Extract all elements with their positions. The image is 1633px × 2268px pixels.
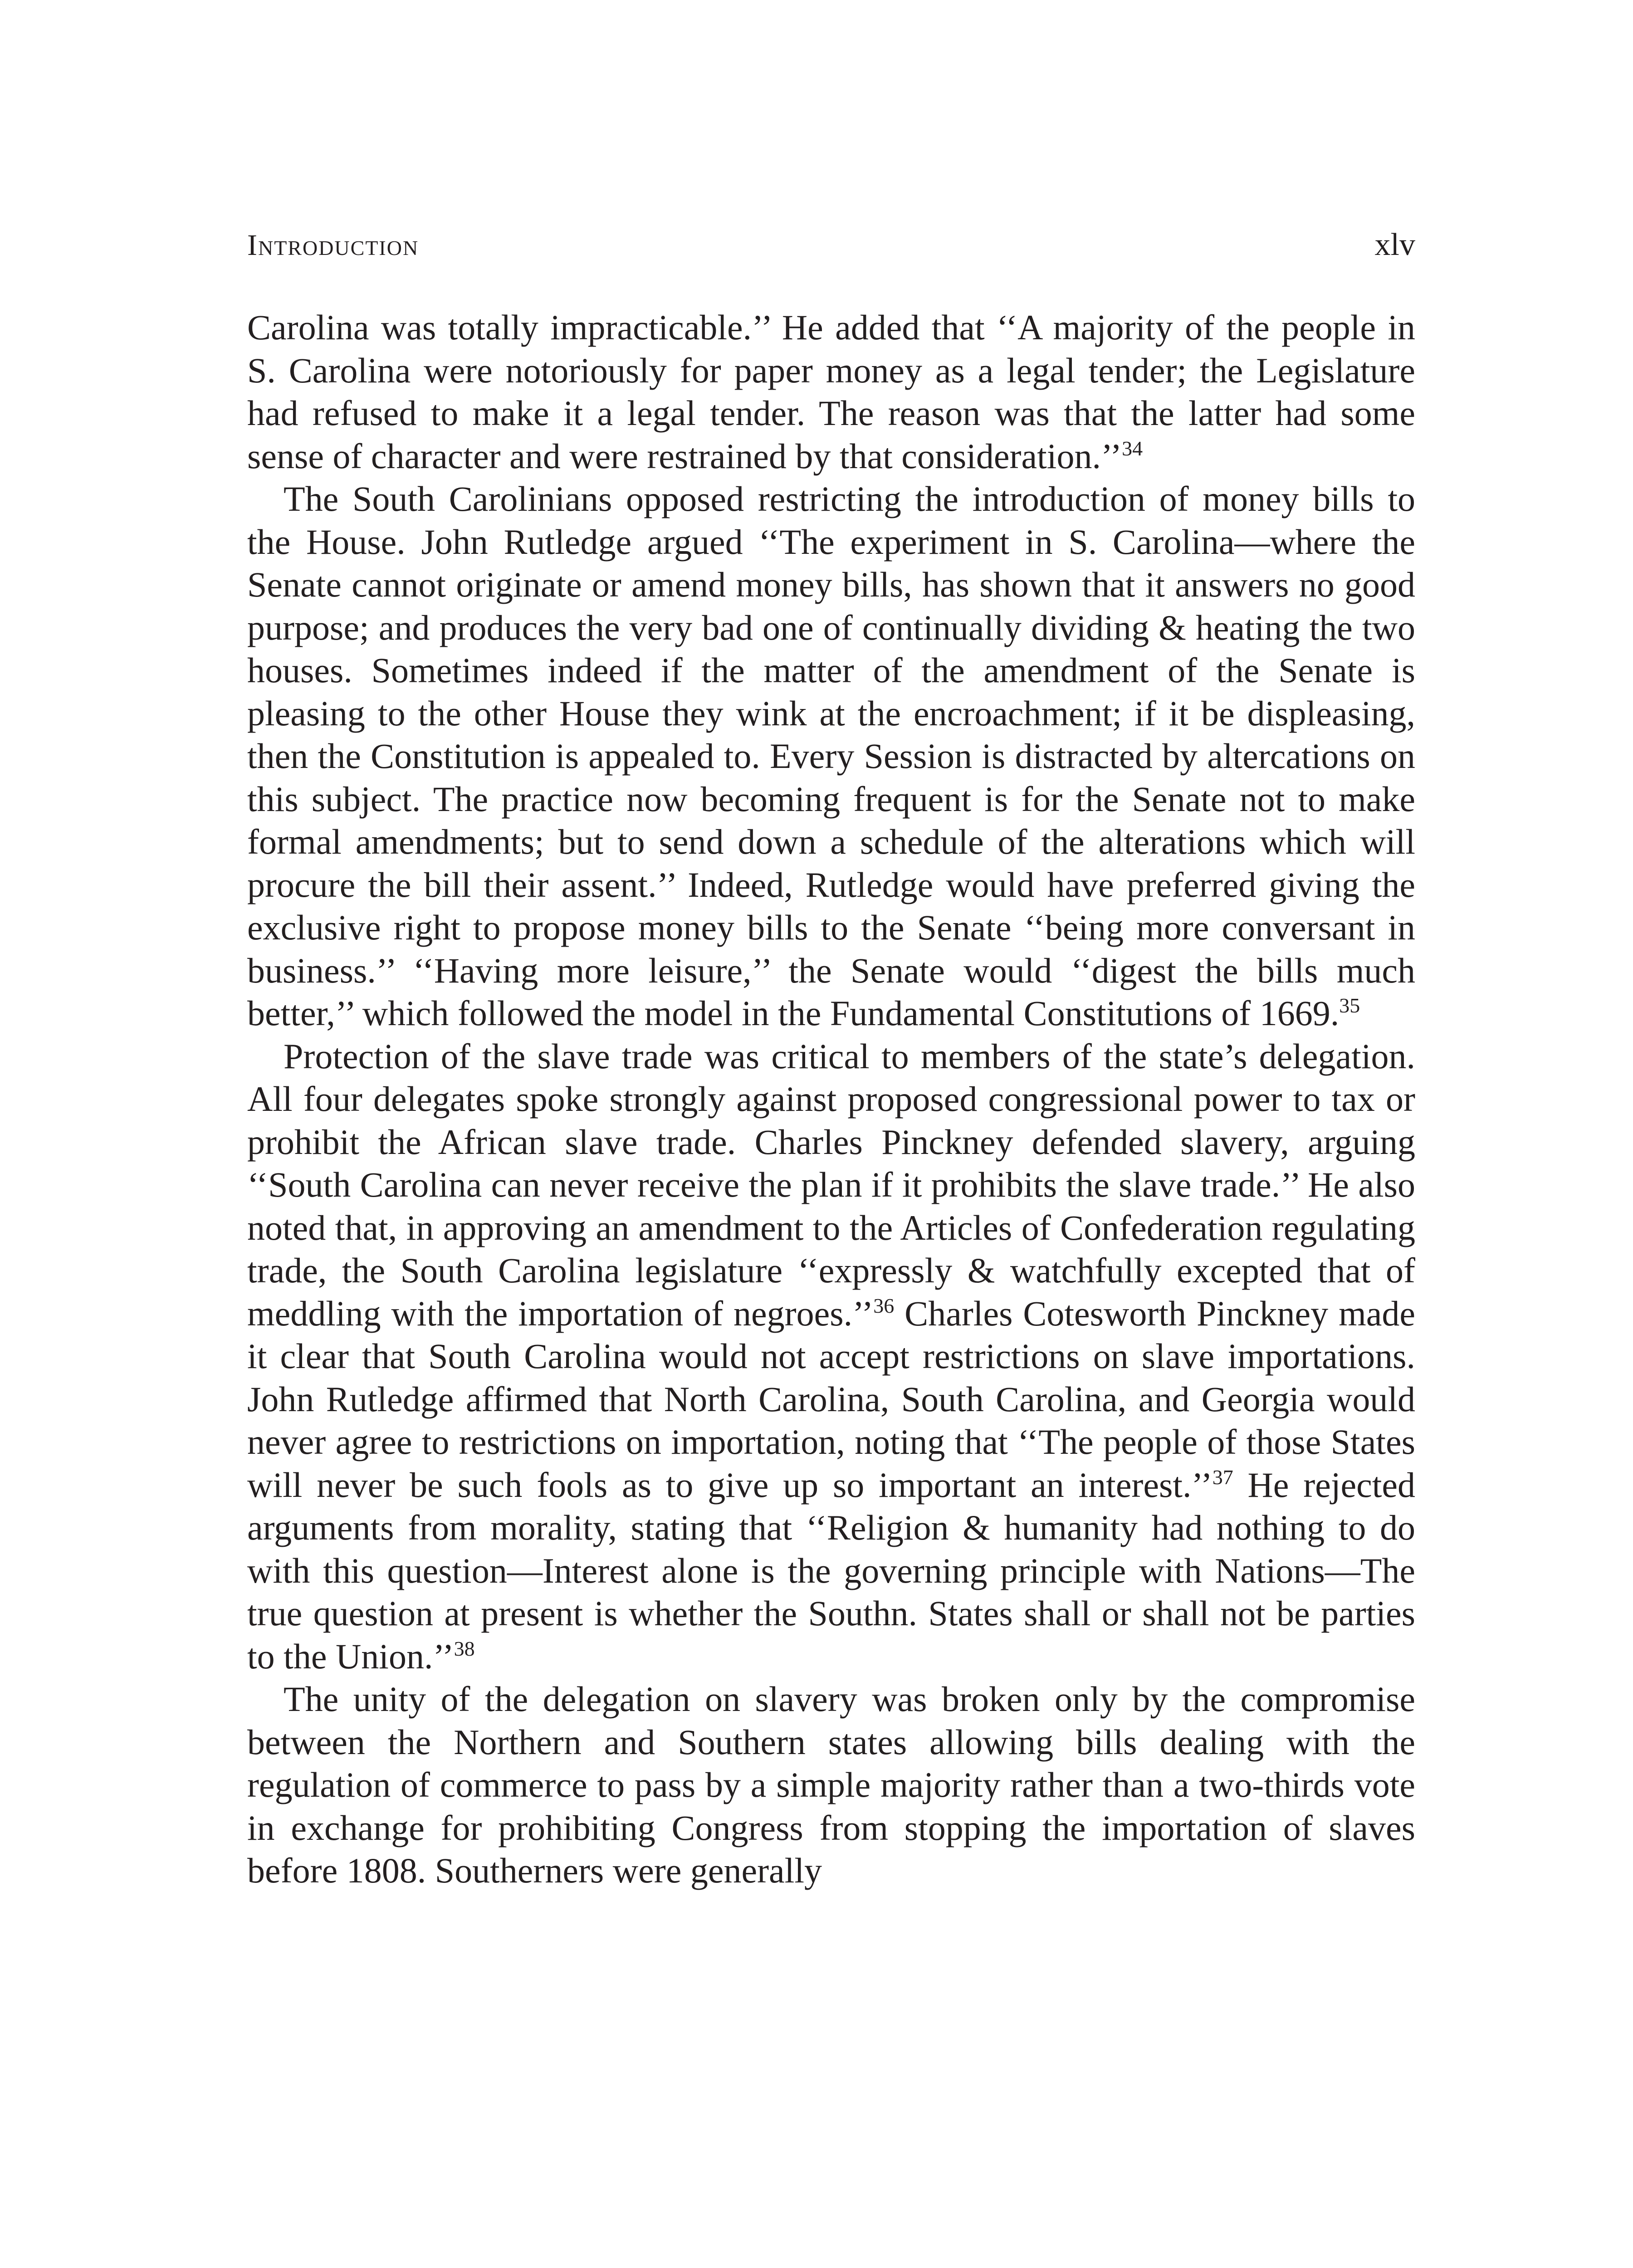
paragraph-text: Charles Cotesworth Pinckney made it clear that South Carolina would not accept restrictions on slave importations. John Rutledge affirmed that North Carolina, South Carolina, and Georgia would never agree to restrictions on importation, noting that ‘‘The people of those States will never be such fools as to give up so important an interest.’’ [247,1293,1415,1505]
footnote-ref-38: 38 [454,1637,475,1660]
paragraph-text: The South Carolinians opposed restricting the introduction of money bills to the House. John Rutledge argued ‘‘The experiment in S. Carolina—where the Senate cannot originate or amend money bills, has shown that it answers no good purpose; and produces the very bad one of continually dividing & heating the two houses. Sometimes indeed if the matter of the amendment of the Senate is pleasing to the other House they wink at the encroachment; if it be displeasing, then the Constitution is appealed to. Every Session is distracted by altercations on this subject. The practice now becoming frequent is for the Senate not to make formal amendments; but to send down a schedule of the alterations which will procure the bill their assent.’’ Indeed, Rutledge would have preferred giving the exclusive right to propose money bills to the Senate ‘‘being more conversant in business.’’ ‘‘Having more leisure,’’ the Senate would ‘‘digest the bills much better,’’ which followed the model in the Fundamental Constitutions of 1669. [247,479,1415,1033]
footnote-ref-35: 35 [1339,994,1360,1017]
paragraph-3-slave-trade [247,1035,1415,1678]
paragraph-4-compromise [247,1678,1415,1892]
paragraph-1-continuation [247,306,1415,478]
paragraph-text: He rejected arguments from morality, stating that ‘‘Religion & humanity had nothing to do with this question—Interest alone is the governing principle with Nations—The true question at present is whether the Southn. States shall or shall not be parties to the Union.’’ [247,1465,1415,1676]
running-head-title: Introduction [247,229,419,262]
paragraph-text: The unity of the delegation on slavery was broken only by the compromise between the Northern and Southern states allowing bills dealing with the regulation of commerce to pass by a simple majority rather than a two-thirds vote in exchange for prohibiting Congress from stopping the importation of slaves before 1808. Southerners were generally [247,1679,1415,1890]
paragraph-text: Protection of the slave trade was critical to members of the state’s delegation. All four delegates spoke strongly against proposed congressional power to tax or prohibit the African slave trade. Charles Pinckney defended slavery, arguing ‘‘South Carolina can never receive the plan if it prohibits the slave trade.’’ He also noted that, in approving an amendment to the Articles of Confederation regulating trade, the South Carolina legislature ‘‘expressly & watchfully excepted that of meddling with the importation of negroes.’’ [247,1036,1415,1333]
running-head [247,227,1415,281]
body-text [247,306,1415,1892]
page-number: xlv [1374,227,1415,262]
footnote-ref-34: 34 [1122,436,1143,460]
paragraph-text: Carolina was totally impracticable.’’ He added that ‘‘A majority of the people in S. Carolina were notoriously for paper money as a legal tender; the Legislature had refused to make it a legal tender. The reason was that the latter had some sense of character and were restrained by that consideration.’’ [247,308,1415,476]
footnote-ref-37: 37 [1212,1465,1233,1489]
paragraph-2-money-bills [247,478,1415,1035]
footnote-ref-36: 36 [873,1294,895,1317]
